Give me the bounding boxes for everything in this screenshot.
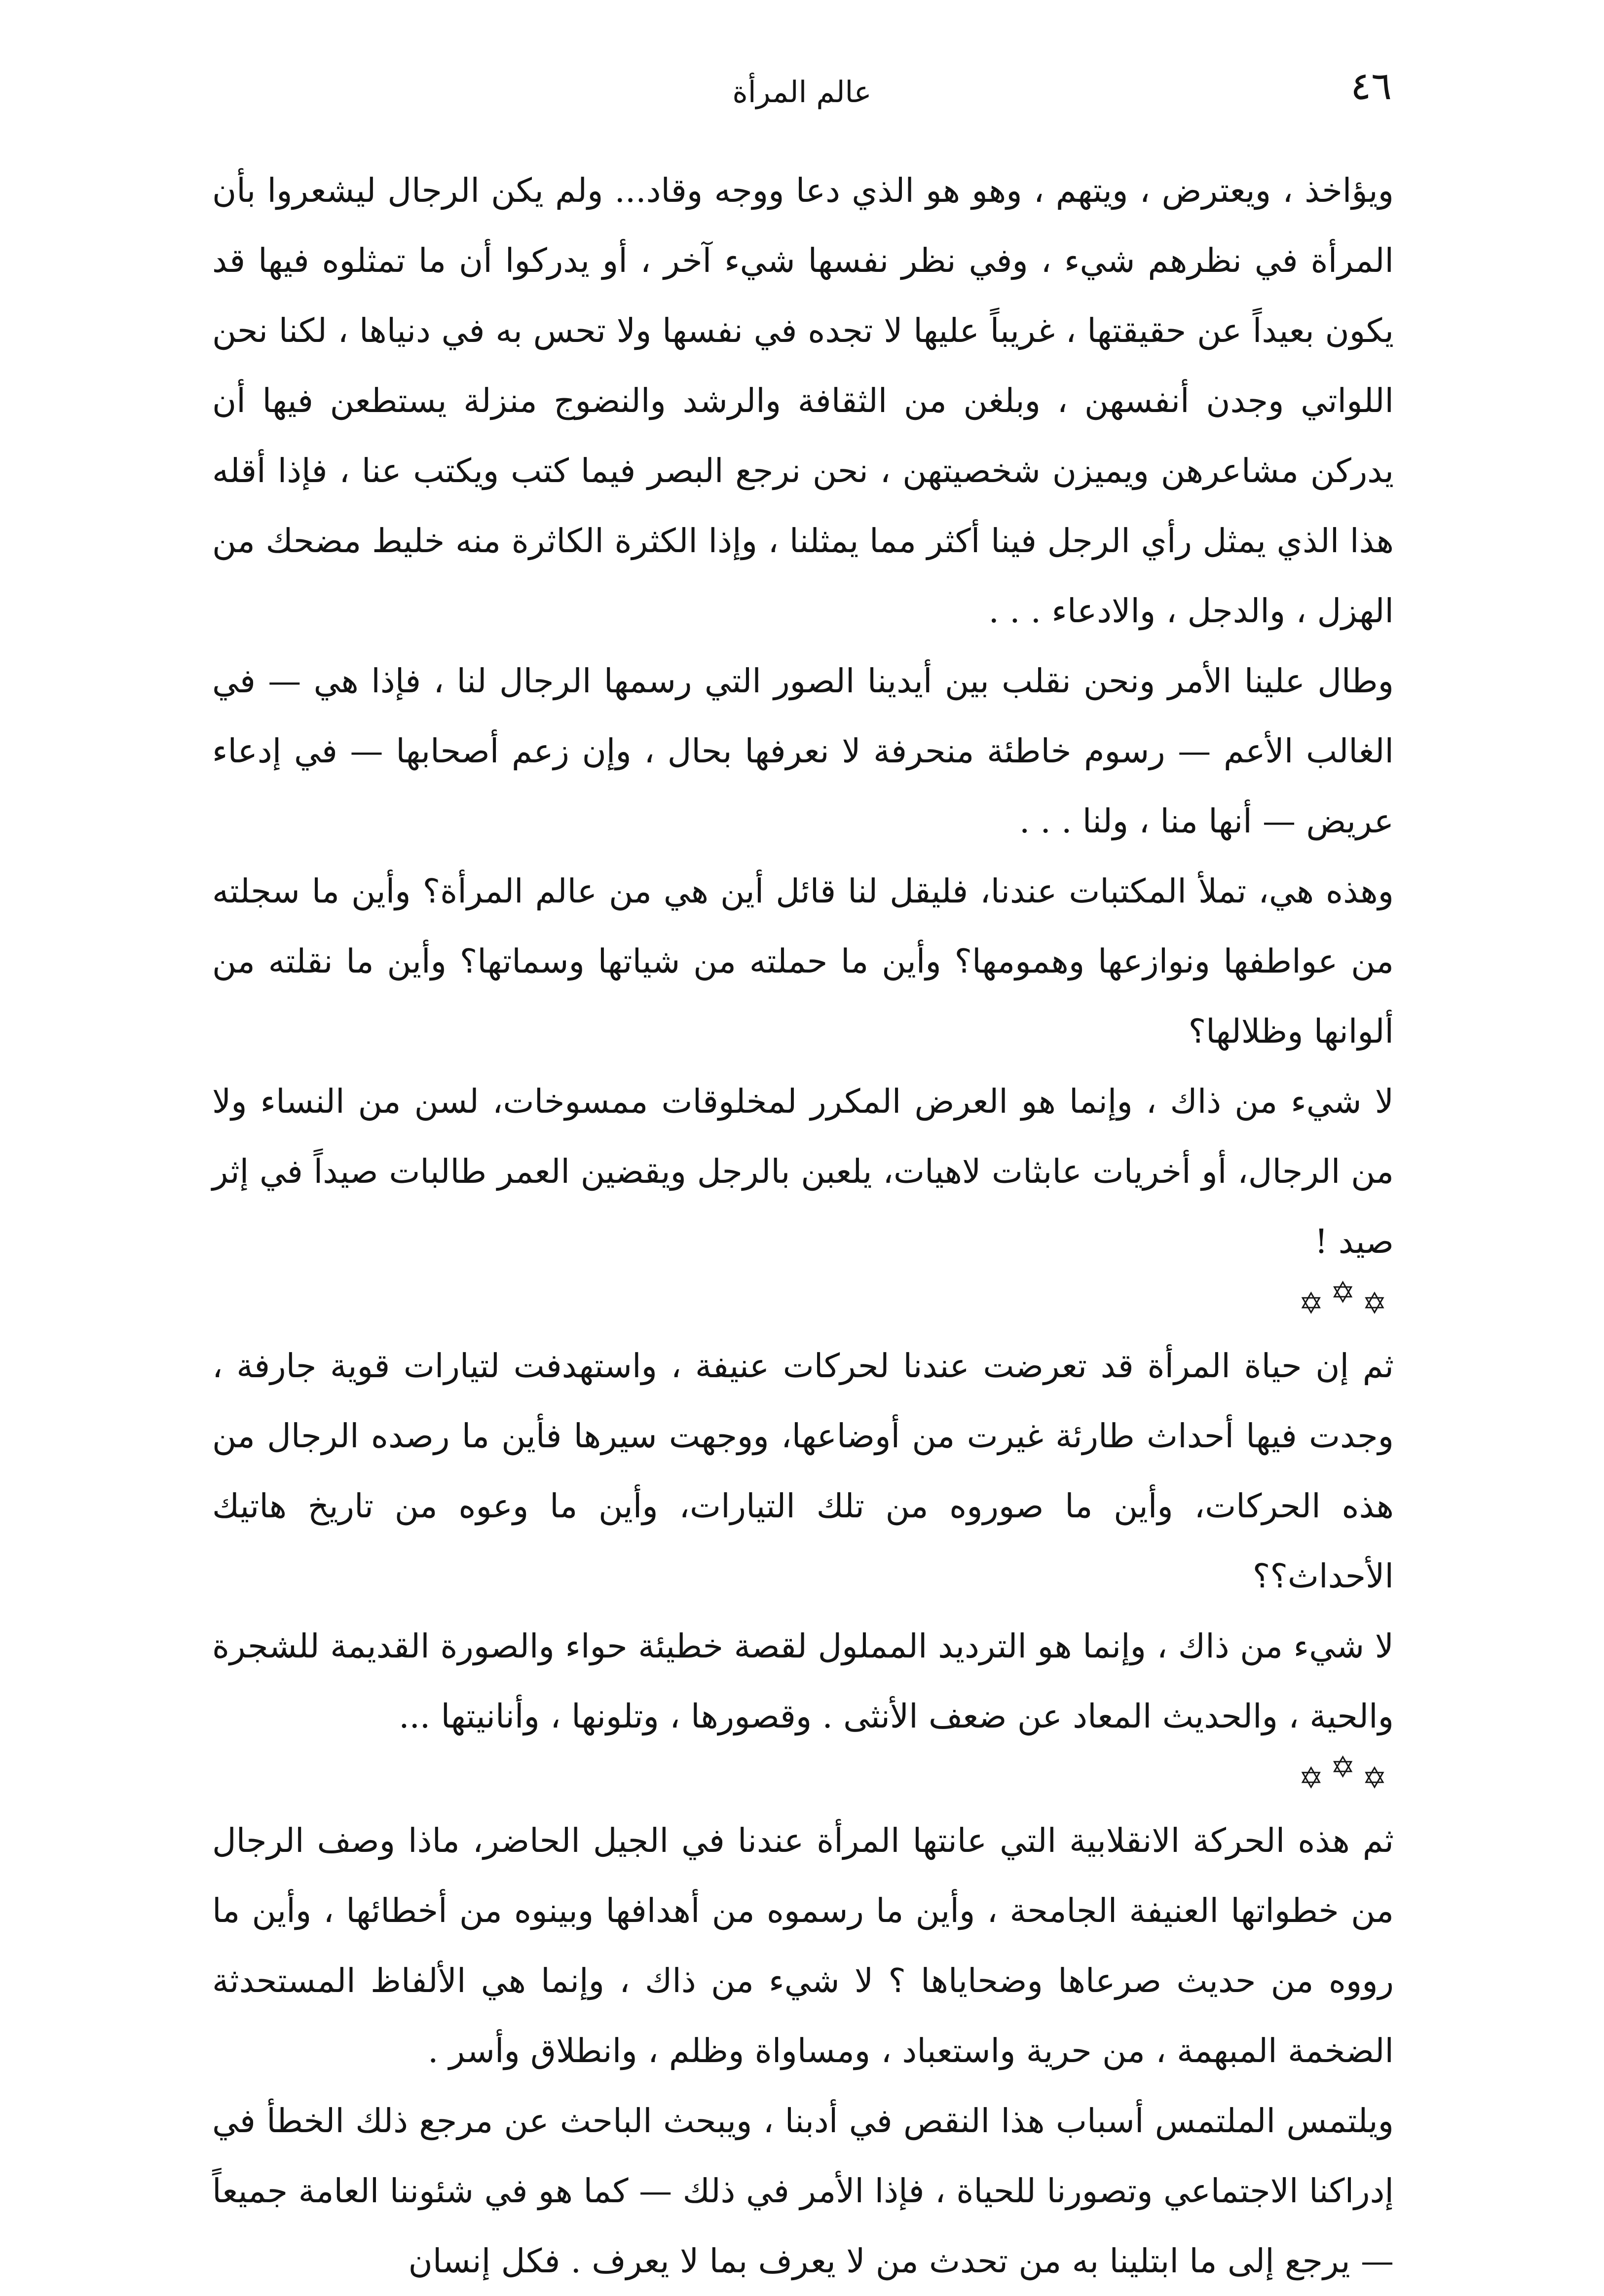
paragraph-7: ثم هذه الحركة الانقلابية التي عانتها المرأة عندنا في الجيل الحاضر، ماذا وصف الرجال من خطواتها العنيفة الجامحة ، وأين ما رسموه من أهدافها وبينوه من أخطائها ، وأين ما رووه من حديث صرعاها وضحاياها ؟ لا شيء من ذاك ، وإنما هي الألفاظ المستحدثة الضخمة المبهمة ، من حرية واستعباد ، ومساواة وظلم ، وانطلاق وأسر . <box>212 1821 1394 2070</box>
page-body <box>212 155 1394 2296</box>
paragraph-3: وهذه هي، تملأ المكتبات عندنا، فليقل لنا قائل أين هي من عالم المرأة؟ وأين ما سجلته من عواطفها ونوازعها وهمومها؟ وأين ما حملته من شياتها وسماتها؟ وأين ما نقلته من ألوانها وظلالها؟ <box>212 872 1394 1051</box>
star-ornament-icon: ✡ <box>1299 1761 1331 1796</box>
star-ornament-icon: ✡ <box>1362 1761 1394 1796</box>
star-ornament-icon: ✡ <box>1362 1286 1394 1321</box>
paragraph-5: ثم إن حياة المرأة قد تعرضت عندنا لحركات عنيفة ، واستهدفت لتيارات قوية جارفة ، وجدت فيها أحداث طارئة غيرت من أوضاعها، ووجهت سيرها فأين ما رصده الرجال من هذه الحركات، وأين ما صوروه من تلك التيارات، وأين ما وعوه من تاريخ هاتيك الأحداث؟؟ <box>212 1347 1394 1595</box>
paragraph-8: ويلتمس الملتمس أسباب هذا النقص في أدبنا ، ويبحث الباحث عن مرجع ذلك الخطأ في إدراكنا الاجتماعي وتصورنا للحياة ، فإذا الأمر في ذلك — كما هو في شئوننا العامة جميعاً — يرجع إلى ما ابتلينا به من تحدث من لا يعرف بما لا يعرف . فكل إنسان <box>212 2102 1394 2280</box>
section-divider-1 <box>212 1277 1394 1331</box>
page-number: ٤٦ <box>1350 64 1392 109</box>
running-title: عالم المرأة <box>732 75 872 110</box>
star-ornament-icon: ✡ <box>1299 1286 1331 1321</box>
star-ornament-icon: ✡ <box>1330 1276 1362 1310</box>
section-divider-2 <box>212 1751 1394 1806</box>
star-ornament-icon: ✡ <box>1330 1750 1362 1785</box>
paragraph-4: لا شيء من ذاك ، وإنما هو العرض المكرر لمخلوقات ممسوخات، لسن من النساء ولا من الرجال، أو أخريات عابثات لاهيات، يلعبن بالرجل ويقضين العمر طالبات صيداً في إثر صيد ! <box>212 1082 1394 1261</box>
paragraph-1: ويؤاخذ ، ويعترض ، ويتهم ، وهو هو الذي دعا ووجه وقاد... ولم يكن الرجال ليشعروا بأن المرأة في نظرهم شيء ، وفي نظر نفسها شيء آخر ، أو يدركوا أن ما تمثلوه فيها قد يكون بعيداً عن حقيقتها ، غريباً عليها لا تجده في نفسها ولا تحس به في دنياها ، لكنا نحن اللواتي وجدن أنفسهن ، وبلغن من الثقافة والرشد والنضوج منزلة يستطعن فيها أن يدركن مشاعرهن ويميزن شخصيتهن ، نحن نرجع البصر فيما كتب ويكتب عنا ، فإذا أقله هذا الذي يمثل رأي الرجل فينا أكثر مما يمثلنا ، وإذا الكثرة الكاثرة منه خليط مضحك من الهزل ، والدجل ، والادعاء . . . <box>212 171 1394 630</box>
page-header <box>212 64 1392 123</box>
paragraph-2: وطال علينا الأمر ونحن نقلب بين أيدينا الصور التي رسمها الرجال لنا ، فإذا هي — في الغالب الأعم — رسوم خاطئة منحرفة لا نعرفها بحال ، وإن زعم أصحابها — في إدعاء عريض — أنها منا ، ولنا . . . <box>212 662 1394 840</box>
paragraph-6: لا شيء من ذاك ، وإنما هو الترديد المملول لقصة خطيئة حواء والصورة القديمة للشجرة والحية ، والحديث المعاد عن ضعف الأنثى . وقصورها ، وتلونها ، وأنانيتها ... <box>212 1627 1394 1735</box>
